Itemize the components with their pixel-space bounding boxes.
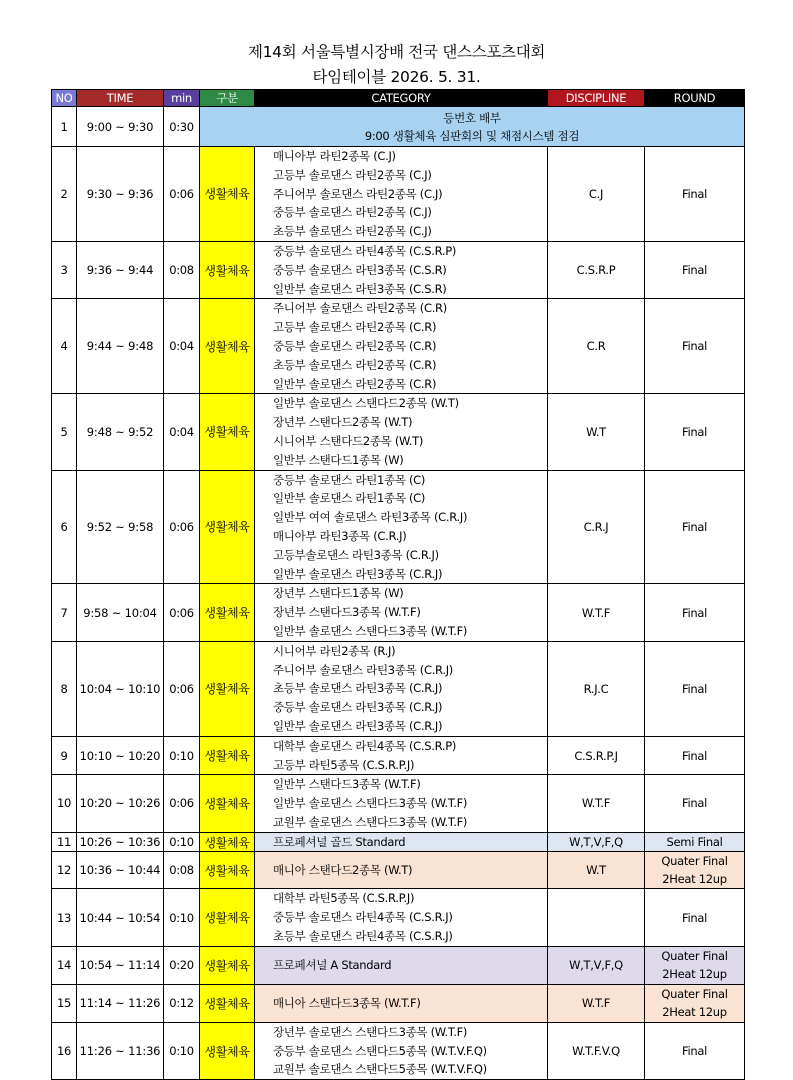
row-round	[645, 946, 745, 984]
round-label: Final	[681, 796, 707, 811]
table-row	[52, 775, 745, 832]
row-division: 생활체육	[200, 394, 255, 470]
row-time: 11:26 ~ 11:36	[77, 1022, 164, 1079]
category-line: 대학부 솔로댄스 라틴4종목 (C.S.R.P)	[273, 738, 457, 753]
row-time: 10:26 ~ 10:36	[77, 832, 164, 852]
category-line: 중등부 솔로댄스 라틴2종목 (C.R)	[273, 338, 437, 353]
category-line: 일반부 솔로댄스 라틴1종목 (C)	[273, 491, 426, 506]
table-row	[52, 832, 745, 852]
category-line: 중등부 솔로댄스 라틴3종목 (C.R.J)	[273, 700, 443, 715]
row-categories	[255, 736, 548, 775]
row-number: 5	[52, 394, 77, 470]
row-round	[645, 736, 745, 775]
row-number: 8	[52, 641, 77, 736]
category-line: 중등부 솔로댄스 라틴2종목 (C.J)	[273, 205, 432, 220]
category-line: 교원부 솔로댄스 스탠다드5종목 (W.T.V.F.Q)	[273, 1062, 487, 1077]
row-categories	[255, 584, 548, 641]
row-minutes: 0:06	[164, 775, 200, 832]
row-discipline: W,T,V,F,Q	[548, 832, 645, 852]
row-categories	[255, 1022, 548, 1079]
timetable	[51, 89, 745, 1080]
row-number: 13	[52, 889, 77, 946]
row-minutes: 0:06	[164, 584, 200, 641]
table-row	[52, 1022, 745, 1079]
category-line: 일반부 솔로댄스 라틴2종목 (C.R)	[273, 376, 437, 391]
row-minutes: 0:10	[164, 889, 200, 946]
row-time: 10:10 ~ 10:20	[77, 736, 164, 775]
row-discipline: C.R.J	[548, 470, 645, 584]
category-line: 중등부 솔로댄스 라틴4종목 (C.S.R.J)	[273, 910, 453, 925]
category-line: 일반부 솔로댄스 스탠다드3종목 (W.T.F)	[273, 796, 468, 811]
row-round	[645, 1022, 745, 1079]
category-line: 중등부 솔로댄스 라틴4종목 (C.S.R.P)	[273, 243, 457, 258]
row-discipline: W.T.F	[548, 984, 645, 1022]
row-discipline: W.T	[548, 852, 645, 889]
category-line: 주니어부 솔로댄스 라틴2종목 (C.R)	[273, 301, 447, 316]
row-division: 생활체육	[200, 889, 255, 946]
document-subtitle: 타임테이블 2026. 5. 31.	[312, 68, 481, 86]
row-time: 9:30 ~ 9:36	[77, 147, 164, 242]
category-line: 매니아 스탠다드3종목 (W.T.F)	[273, 995, 421, 1010]
row-categories	[255, 889, 548, 946]
category-line: 초등부 솔로댄스 라틴3종목 (C.R.J)	[273, 681, 443, 696]
round-note: 2Heat 12up	[662, 967, 727, 982]
row-number: 10	[52, 775, 77, 832]
row-discipline: W.T.F	[548, 584, 645, 641]
round-label: Final	[681, 605, 707, 620]
row-division: 생활체육	[200, 852, 255, 889]
category-line: 프로페셔널 A Standard	[273, 957, 392, 972]
row-categories	[255, 147, 548, 242]
category-line: 장년부 스탠다드2종목 (W.T)	[273, 415, 413, 430]
round-label: Final	[681, 186, 707, 201]
row-number: 12	[52, 852, 77, 889]
category-line: 중등부 솔로댄스 라틴1종목 (C)	[273, 472, 426, 487]
document-title: 제14회 서울특별시장배 전국 댄스스포츠대회	[247, 43, 546, 61]
category-line: 일반부 솔로댄스 라틴3종목 (C.R.J)	[273, 566, 443, 581]
row-discipline: W.T.F	[548, 775, 645, 832]
row-minutes: 0:04	[164, 394, 200, 470]
row-discipline: W.T	[548, 394, 645, 470]
round-label: Final	[681, 519, 707, 534]
row-division: 생활체육	[200, 470, 255, 584]
row-categories	[255, 241, 548, 298]
row-time: 9:36 ~ 9:44	[77, 241, 164, 298]
table-row	[52, 470, 745, 584]
row-time: 10:36 ~ 10:44	[77, 852, 164, 889]
row-round	[645, 147, 745, 242]
row-round	[645, 241, 745, 298]
row-round	[645, 470, 745, 584]
row-number: 6	[52, 470, 77, 584]
row-number: 2	[52, 147, 77, 242]
row-categories	[255, 984, 548, 1022]
row-minutes: 0:30	[164, 107, 200, 147]
opening-notice	[200, 107, 745, 147]
round-label: Final	[681, 1044, 707, 1059]
row-time: 9:52 ~ 9:58	[77, 470, 164, 584]
category-line: 일반부 솔로댄스 라틴3종목 (C.S.R)	[273, 281, 447, 296]
row-categories	[255, 832, 548, 852]
row-division: 생활체육	[200, 832, 255, 852]
category-line: 시니어부 스탠다드2종목 (W.T)	[273, 433, 424, 448]
timetable-body	[52, 107, 745, 1080]
table-row	[52, 147, 745, 242]
category-line: 고등부솔로댄스 라틴3종목 (C.R.J)	[273, 547, 439, 562]
opening-line: 9:00 생활체육 심판회의 및 채점시스템 점검	[364, 128, 580, 143]
category-line: 중등부 솔로댄스 라틴3종목 (C.S.R)	[273, 262, 447, 277]
category-line: 초등부 솔로댄스 라틴2종목 (C.J)	[273, 224, 432, 239]
row-number: 3	[52, 241, 77, 298]
table-row	[52, 641, 745, 736]
row-round	[645, 832, 745, 852]
row-division: 생활체육	[200, 984, 255, 1022]
row-number: 4	[52, 299, 77, 394]
row-discipline: C.J	[548, 147, 645, 242]
round-label: Final	[681, 910, 707, 925]
row-round	[645, 889, 745, 946]
category-line: 장년부 솔로댄스 스탠다드3종목 (W.T.F)	[273, 1024, 468, 1039]
category-line: 고등부 라틴5종목 (C.S.R.P.J)	[273, 757, 415, 772]
row-division: 생활체육	[200, 299, 255, 394]
category-line: 장년부 스탠다드3종목 (W.T.F)	[273, 605, 421, 620]
row-minutes: 0:04	[164, 299, 200, 394]
row-minutes: 0:12	[164, 984, 200, 1022]
row-time: 9:58 ~ 10:04	[77, 584, 164, 641]
row-discipline: W.T.F.V.Q	[548, 1022, 645, 1079]
round-note: 2Heat 12up	[662, 1005, 727, 1020]
round-label: Quater Final	[661, 987, 728, 1002]
category-line: 주니어부 솔로댄스 라틴3종목 (C.R.J)	[273, 662, 453, 677]
header-category: CATEGORY	[255, 90, 548, 107]
row-number: 14	[52, 946, 77, 984]
row-division: 생활체육	[200, 241, 255, 298]
row-discipline: W,T,V,F,Q	[548, 946, 645, 984]
row-categories	[255, 946, 548, 984]
row-minutes: 0:10	[164, 832, 200, 852]
table-row	[52, 736, 745, 775]
header-row	[52, 90, 745, 107]
row-categories	[255, 775, 548, 832]
table-row	[52, 241, 745, 298]
row-division: 생활체육	[200, 147, 255, 242]
row-division: 생활체육	[200, 641, 255, 736]
round-label: Quater Final	[661, 854, 728, 869]
category-line: 매니아부 라틴2종목 (C.J)	[273, 149, 396, 163]
header-no: NO	[52, 90, 77, 107]
header-discipline: DISCIPLINE	[548, 90, 645, 107]
row-minutes: 0:08	[164, 852, 200, 889]
row-number: 11	[52, 832, 77, 852]
row-number: 15	[52, 984, 77, 1022]
row-minutes: 0:06	[164, 147, 200, 242]
round-label: Final	[681, 748, 707, 763]
row-division: 생활체육	[200, 1022, 255, 1079]
row-time: 9:44 ~ 9:48	[77, 299, 164, 394]
row-division: 생활체육	[200, 584, 255, 641]
row-round	[645, 584, 745, 641]
row-minutes: 0:10	[164, 736, 200, 775]
row-categories	[255, 394, 548, 470]
row-round	[645, 299, 745, 394]
row-time: 9:00 ~ 9:30	[77, 107, 164, 147]
category-line: 장년부 스탠다드1종목 (W)	[273, 586, 404, 601]
category-line: 일반부 스탠다드1종목 (W)	[273, 452, 404, 467]
row-round	[645, 394, 745, 470]
row-round	[645, 775, 745, 832]
row-categories	[255, 852, 548, 889]
header-round: ROUND	[645, 90, 745, 107]
category-line: 일반부 솔로댄스 스탠다드3종목 (W.T.F)	[273, 623, 468, 638]
round-label: Final	[681, 424, 707, 439]
row-time: 11:14 ~ 11:26	[77, 984, 164, 1022]
round-label: Final	[681, 339, 707, 354]
category-line: 초등부 솔로댄스 라틴2종목 (C.R)	[273, 357, 437, 372]
row-categories	[255, 470, 548, 584]
row-minutes: 0:08	[164, 241, 200, 298]
row-discipline: C.S.R.P.J	[548, 736, 645, 775]
category-line: 매니아부 라틴3종목 (C.R.J)	[273, 528, 407, 543]
row-discipline	[548, 889, 645, 946]
row-time: 9:48 ~ 9:52	[77, 394, 164, 470]
header-division: 구분	[200, 90, 255, 107]
row-round	[645, 852, 745, 889]
table-row	[52, 584, 745, 641]
category-line: 고등부 솔로댄스 라틴2종목 (C.R)	[273, 320, 437, 335]
row-minutes: 0:06	[164, 470, 200, 584]
round-note: 2Heat 12up	[662, 872, 727, 887]
row-minutes: 0:10	[164, 1022, 200, 1079]
row-time: 10:20 ~ 10:26	[77, 775, 164, 832]
row-time: 10:54 ~ 11:14	[77, 946, 164, 984]
table-row	[52, 889, 745, 946]
category-line: 일반부 스탠다드3종목 (W.T.F)	[273, 777, 421, 792]
row-discipline: C.R	[548, 299, 645, 394]
category-line: 중등부 솔로댄스 스탠다드5종목 (W.T.V.F.Q)	[273, 1043, 487, 1058]
category-line: 일반부 여여 솔로댄스 라틴3종목 (C.R.J)	[273, 510, 468, 525]
row-time: 10:44 ~ 10:54	[77, 889, 164, 946]
row-time: 10:04 ~ 10:10	[77, 641, 164, 736]
row-minutes: 0:06	[164, 641, 200, 736]
row-number: 16	[52, 1022, 77, 1079]
row-division: 생활체육	[200, 775, 255, 832]
row-categories	[255, 641, 548, 736]
row-division: 생활체육	[200, 946, 255, 984]
category-line: 시니어부 라틴2종목 (R.J)	[273, 643, 396, 658]
round-label: Quater Final	[661, 949, 728, 964]
category-line: 교원부 솔로댄스 스탠다드3종목 (W.T.F)	[273, 814, 468, 829]
table-row	[52, 852, 745, 889]
category-line: 프로페셔널 골드 Standard	[273, 834, 406, 849]
header-time: TIME	[77, 90, 164, 107]
opening-line: 등번호 배부	[443, 110, 501, 125]
round-label: Semi Final	[666, 835, 723, 850]
row-discipline: C.S.R.P	[548, 241, 645, 298]
table-row	[52, 299, 745, 394]
round-label: Final	[681, 681, 707, 696]
category-line: 고등부 솔로댄스 라틴2종목 (C.J)	[273, 167, 432, 182]
category-line: 일반부 솔로댄스 라틴3종목 (C.R.J)	[273, 718, 443, 733]
table-row	[52, 984, 745, 1022]
row-discipline: R.J.C	[548, 641, 645, 736]
row-number: 7	[52, 584, 77, 641]
row-round	[645, 984, 745, 1022]
row-division: 생활체육	[200, 736, 255, 775]
header-min: min	[164, 90, 200, 107]
category-line: 초등부 솔로댄스 라틴4종목 (C.S.R.J)	[273, 929, 453, 944]
row-number: 1	[52, 107, 77, 147]
row-minutes: 0:20	[164, 946, 200, 984]
category-line: 대학부 라틴5종목 (C.S.R.P.J)	[273, 891, 415, 906]
table-row	[52, 394, 745, 470]
row-round	[645, 641, 745, 736]
category-line: 주니어부 솔로댄스 라틴2종목 (C.J)	[273, 186, 443, 201]
round-label: Final	[681, 263, 707, 278]
table-row	[52, 107, 745, 147]
table-row	[52, 946, 745, 984]
row-categories	[255, 299, 548, 394]
row-number: 9	[52, 736, 77, 775]
category-line: 일반부 솔로댄스 스탠다드2종목 (W.T)	[273, 396, 459, 411]
category-line: 매니아 스탠다드2종목 (W.T)	[273, 863, 413, 878]
